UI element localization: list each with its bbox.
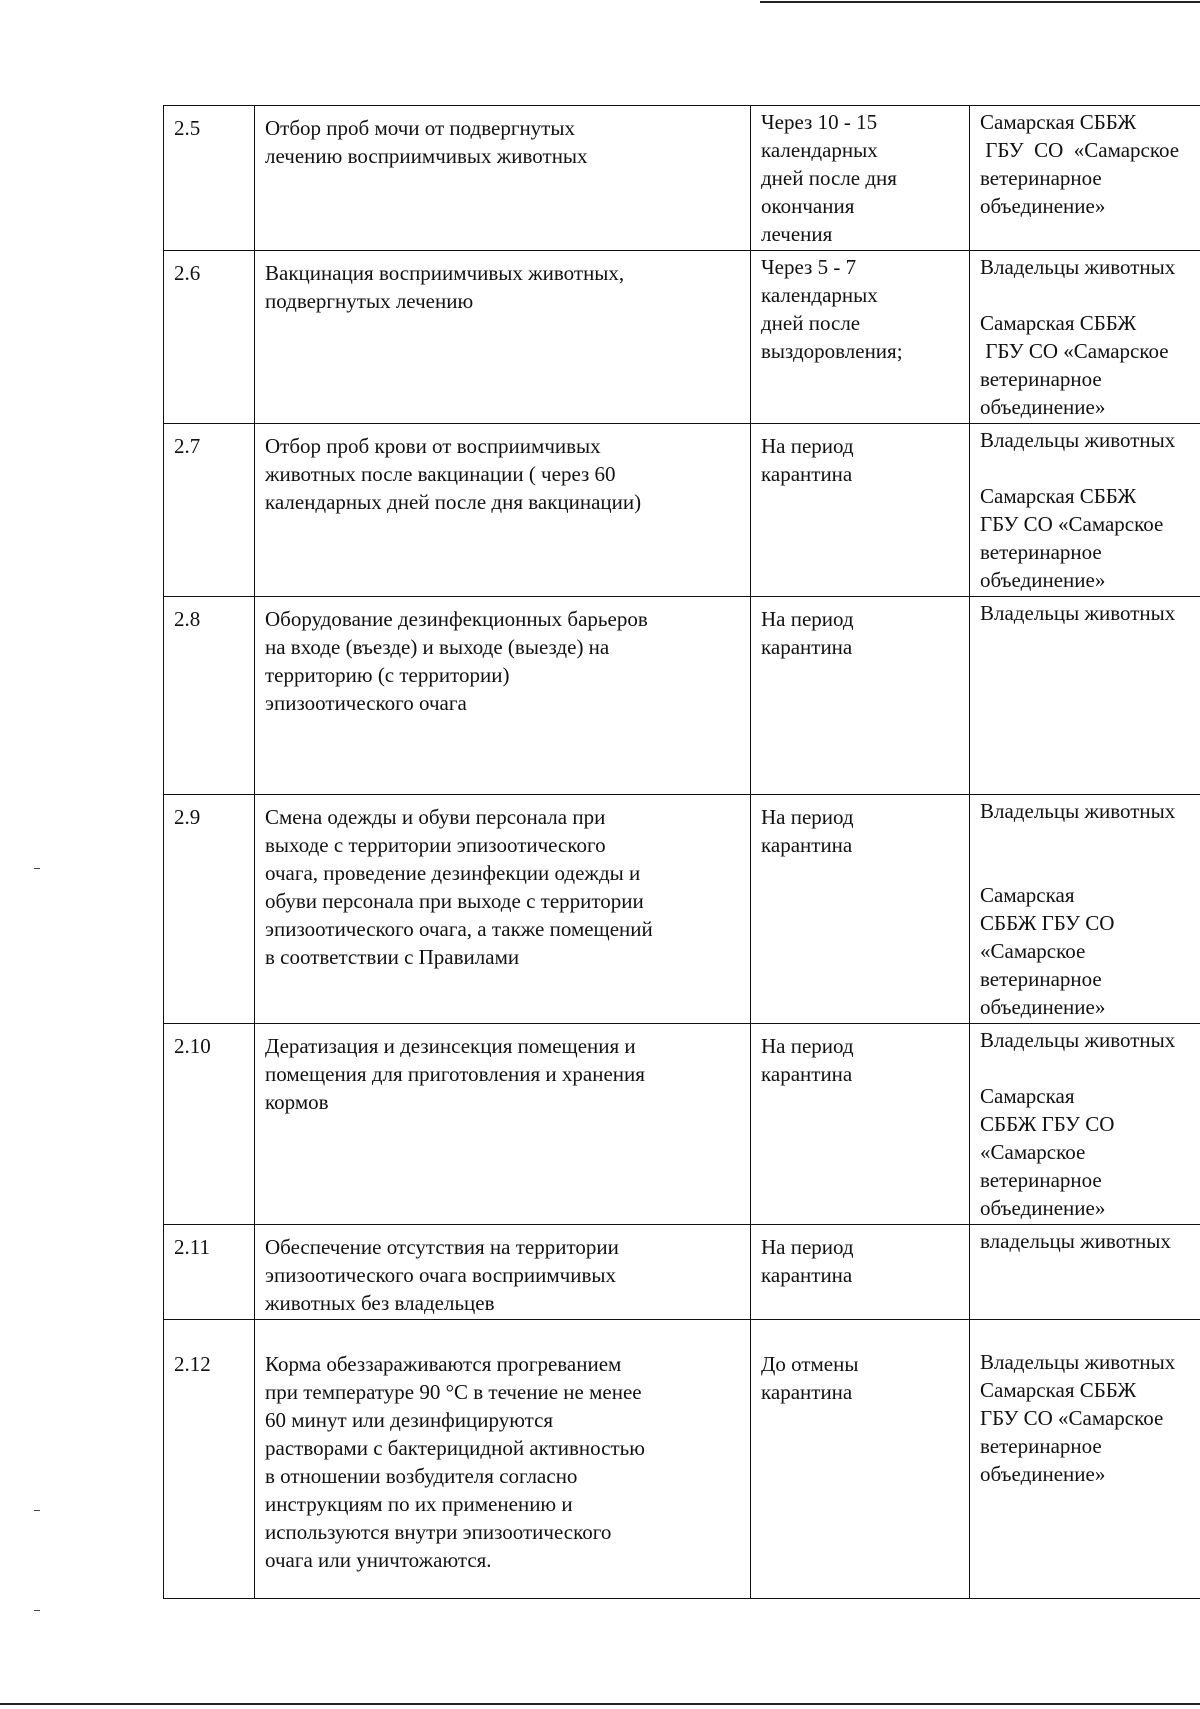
measure-text-line: помещения для приготовления и хранения	[265, 1062, 645, 1086]
responsible-cell	[970, 1320, 1200, 1599]
margin-mark	[34, 868, 40, 869]
row-number: 2.6	[174, 261, 201, 285]
measure-text-line: в соответствии с Правилами	[265, 945, 520, 969]
responsible-cell	[970, 251, 1200, 424]
table-row	[164, 597, 1200, 795]
measure-text-line: кормов	[265, 1090, 329, 1114]
term-cell	[751, 106, 970, 251]
measure-text-line: Смена одежды и обуви персонала при	[265, 805, 606, 829]
measure-text-line: Вакцинация восприимчивых животных,	[265, 261, 625, 285]
responsible-text-line: ГБУ СО «Самарское	[980, 138, 1180, 162]
measure-text-line: Отбор проб крови от восприимчивых	[265, 434, 601, 458]
measure-cell	[255, 251, 751, 424]
responsible-cell	[970, 597, 1200, 795]
measure-text-line: обуви персонала при выходе с территории	[265, 889, 644, 913]
row-number: 2.11	[174, 1235, 210, 1259]
measure-text-line: эпизоотического очага	[265, 691, 467, 715]
row-number-cell	[164, 106, 255, 251]
responsible-text-line: владельцы животных	[980, 1229, 1171, 1253]
responsible-text-line: объединение»	[980, 194, 1106, 218]
row-number-cell	[164, 1024, 255, 1225]
term-text-line: карантина	[761, 635, 853, 659]
measure-text-line: территорию (с территории)	[265, 663, 510, 687]
measure-cell	[255, 1024, 751, 1225]
measure-text-line: очага, проведение дезинфекции одежды и	[265, 861, 641, 885]
term-text-line: карантина	[761, 833, 853, 857]
measure-cell	[255, 597, 751, 795]
term-text-line: карантина	[761, 1062, 853, 1086]
responsible-text-line: ветеринарное	[980, 967, 1102, 991]
measures-table	[163, 105, 1200, 1599]
term-text-line: окончания	[761, 194, 855, 218]
row-number: 2.5	[174, 116, 201, 140]
term-text-line: На период	[761, 607, 854, 631]
measure-text-line: лечению восприимчивых животных	[265, 144, 588, 168]
term-text-line: На период	[761, 1235, 854, 1259]
term-cell	[751, 251, 970, 424]
responsible-text-line: объединение»	[980, 568, 1106, 592]
measure-text-line: инструкциям по их применению и	[265, 1492, 573, 1516]
responsible-text-line: ветеринарное	[980, 1168, 1102, 1192]
responsible-cell	[970, 1024, 1200, 1225]
responsible-text-line: ветеринарное	[980, 540, 1102, 564]
responsible-text-line: объединение»	[980, 395, 1106, 419]
row-number: 2.8	[174, 607, 201, 631]
term-text-line: До отмены	[761, 1352, 859, 1376]
responsible-text-line: СББЖ ГБУ СО	[980, 911, 1115, 935]
responsible-text-line: Самарская	[980, 1084, 1075, 1108]
term-text-line: На период	[761, 805, 854, 829]
responsible-text-line: Владельцы животных	[980, 1028, 1176, 1052]
table-row	[164, 106, 1200, 251]
measure-text-line: 60 минут или дезинфицируются	[265, 1408, 554, 1432]
measure-text-line: Дератизация и дезинсекция помещения и	[265, 1034, 636, 1058]
term-text-line: карантина	[761, 1263, 853, 1287]
measure-cell	[255, 424, 751, 597]
responsible-cell	[970, 795, 1200, 1024]
margin-mark	[34, 1610, 40, 1611]
responsible-text-line: ГБУ СО «Самарское	[980, 339, 1169, 363]
table-row	[164, 251, 1200, 424]
term-text-line: Через 10 - 15	[761, 110, 878, 134]
row-number: 2.7	[174, 434, 201, 458]
term-text-line: карантина	[761, 1380, 853, 1404]
measure-text-line: используются внутри эпизоотического	[265, 1520, 612, 1544]
row-number-cell	[164, 795, 255, 1024]
term-cell	[751, 1320, 970, 1599]
term-text-line: Через 5 - 7	[761, 255, 857, 279]
term-text-line: выздоровления;	[761, 339, 903, 363]
responsible-text-line: «Самарское	[980, 1140, 1086, 1164]
term-text-line: На период	[761, 1034, 854, 1058]
measure-cell	[255, 795, 751, 1024]
term-text-line: На период	[761, 434, 854, 458]
measure-text-line: очага или уничтожаются.	[265, 1548, 492, 1572]
measure-text-line: Обеспечение отсутствия на территории	[265, 1235, 619, 1259]
table-row	[164, 1225, 1200, 1320]
measure-text-line: эпизоотического очага, а также помещений	[265, 917, 653, 941]
responsible-text-line: объединение»	[980, 1196, 1106, 1220]
responsible-cell	[970, 1225, 1200, 1320]
responsible-text-line: ГБУ СО «Самарское	[980, 512, 1164, 536]
term-text-line: дней после	[761, 311, 861, 335]
table-row	[164, 795, 1200, 1024]
responsible-text-line: Владельцы животных	[980, 255, 1176, 279]
term-text-line: календарных	[761, 283, 878, 307]
responsible-text-line: Самарская СББЖ	[980, 484, 1137, 508]
term-text-line: календарных	[761, 138, 878, 162]
term-text-line: дней после дня	[761, 166, 897, 190]
table-row	[164, 1024, 1200, 1225]
responsible-text-line: Владельцы животных	[980, 601, 1176, 625]
responsible-text-line: объединение»	[980, 1462, 1106, 1486]
term-cell	[751, 597, 970, 795]
measure-cell	[255, 1320, 751, 1599]
responsible-text-line: Владельцы животных	[980, 799, 1176, 823]
measure-text-line: календарных дней после дня вакцинации)	[265, 490, 642, 514]
responsible-cell	[970, 106, 1200, 251]
row-number-cell	[164, 251, 255, 424]
table-row	[164, 1320, 1200, 1599]
row-number-cell	[164, 1320, 255, 1599]
responsible-text-line: Самарская СББЖ	[980, 311, 1137, 335]
responsible-text-line: ГБУ СО «Самарское	[980, 1406, 1164, 1430]
responsible-cell	[970, 424, 1200, 597]
term-cell	[751, 1225, 970, 1320]
measure-text-line: Оборудование дезинфекционных барьеров	[265, 607, 648, 631]
term-cell	[751, 795, 970, 1024]
term-text-line: карантина	[761, 462, 853, 486]
responsible-text-line: ветеринарное	[980, 1434, 1102, 1458]
term-text-line: лечения	[761, 222, 833, 246]
responsible-text-line: СББЖ ГБУ СО	[980, 1112, 1115, 1136]
row-number: 2.12	[174, 1352, 211, 1376]
measure-cell	[255, 1225, 751, 1320]
measure-text-line: Отбор проб мочи от подвергнутых	[265, 116, 575, 140]
row-number: 2.9	[174, 805, 201, 829]
responsible-text-line: Владельцы животных	[980, 428, 1176, 452]
responsible-text-line: объединение»	[980, 995, 1106, 1019]
responsible-text-line: Самарская СББЖ	[980, 110, 1137, 134]
measure-text-line: животных без владельцев	[265, 1291, 495, 1315]
measure-text-line: подвергнутых лечению	[265, 289, 474, 313]
page-bottom-edge-line	[0, 1703, 1200, 1705]
responsible-text-line: Владельцы животных	[980, 1350, 1176, 1374]
page-top-edge-line	[760, 1, 1200, 3]
measure-text-line: на входе (въезде) и выходе (выезде) на	[265, 635, 610, 659]
measure-text-line: эпизоотического очага восприимчивых	[265, 1263, 616, 1287]
measure-text-line: в отношении возбудителя согласно	[265, 1464, 578, 1488]
row-number-cell	[164, 1225, 255, 1320]
measure-text-line: при температуре 90 °С в течение не менее	[265, 1380, 642, 1404]
responsible-text-line: ветеринарное	[980, 367, 1102, 391]
row-number-cell	[164, 424, 255, 597]
table-row	[164, 424, 1200, 597]
measure-text-line: животных после вакцинации ( через 60	[265, 462, 616, 486]
row-number: 2.10	[174, 1034, 211, 1058]
term-cell	[751, 424, 970, 597]
term-cell	[751, 1024, 970, 1225]
measure-text-line: растворами с бактерицидной активностью	[265, 1436, 645, 1460]
responsible-text-line: Самарская СББЖ	[980, 1378, 1137, 1402]
responsible-text-line: «Самарское	[980, 939, 1086, 963]
measure-text-line: Корма обеззараживаются прогреванием	[265, 1352, 622, 1376]
margin-mark	[34, 1510, 40, 1511]
measure-text-line: выходе с территории эпизоотического	[265, 833, 606, 857]
responsible-text-line: ветеринарное	[980, 166, 1102, 190]
responsible-text-line: Самарская	[980, 883, 1075, 907]
row-number-cell	[164, 597, 255, 795]
measure-cell	[255, 106, 751, 251]
